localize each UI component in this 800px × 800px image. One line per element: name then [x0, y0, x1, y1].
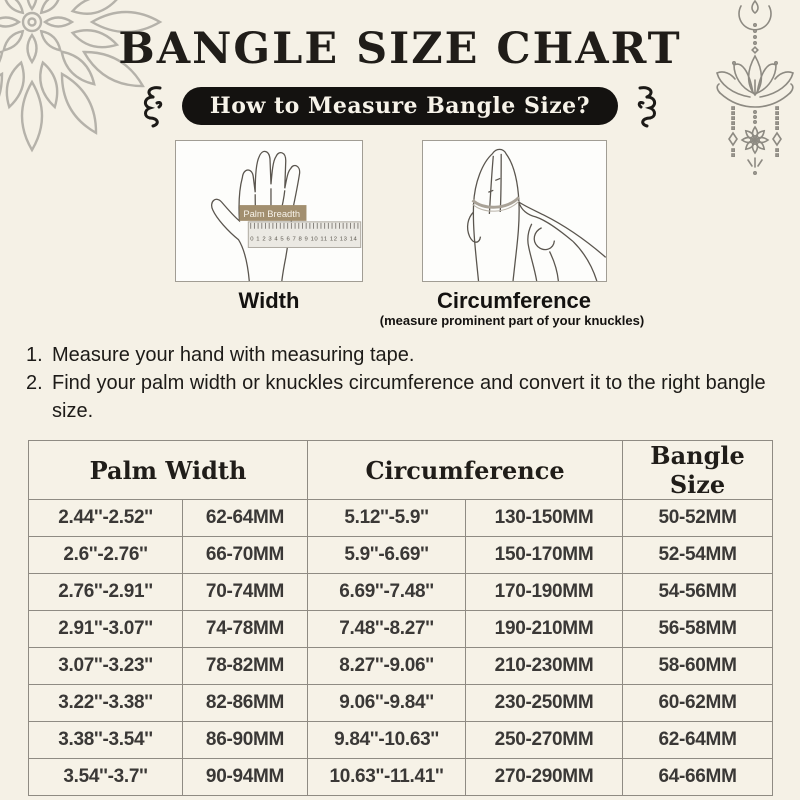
table-row	[29, 611, 773, 648]
table-row	[29, 648, 773, 685]
squiggle-right-icon	[634, 84, 664, 128]
table-row	[29, 759, 773, 796]
table-cell: 54-56MM	[623, 574, 773, 611]
table-cell: 230-250MM	[466, 685, 623, 722]
table-cell: 62-64MM	[183, 500, 308, 537]
size-table	[28, 440, 773, 796]
table-row	[29, 500, 773, 537]
table-cell: 270-290MM	[466, 759, 623, 796]
table-row	[29, 574, 773, 611]
table-cell: 52-54MM	[623, 537, 773, 574]
table-row	[29, 685, 773, 722]
circumference-note: (measure prominent part of your knuckles)	[379, 313, 645, 328]
table-cell: 190-210MM	[466, 611, 623, 648]
table-cell: 3.54''-3.7''	[29, 759, 183, 796]
instruction-item	[26, 369, 774, 425]
table-cell: 2.6''-2.76''	[29, 537, 183, 574]
ruler-numbers: 0 1 2 3 4 5 6 7 8 9 10 11 12 13 14	[250, 236, 357, 243]
table-cell: 62-64MM	[623, 722, 773, 759]
col-header-bangle-size: Bangle Size	[623, 441, 773, 500]
table-cell: 250-270MM	[466, 722, 623, 759]
table-row	[29, 722, 773, 759]
table-cell: 58-60MM	[623, 648, 773, 685]
table-cell: 3.38''-3.54''	[29, 722, 183, 759]
circumference-caption: Circumference	[436, 288, 592, 313]
col-header-circumference: Circumference	[308, 441, 623, 500]
instruction-number: 1.	[26, 344, 43, 366]
table-cell: 86-90MM	[183, 722, 308, 759]
width-caption: Width	[238, 288, 300, 313]
table-cell: 66-70MM	[183, 537, 308, 574]
table-cell: 10.63''-11.41''	[308, 759, 466, 796]
table-cell: 9.84''-10.63''	[308, 722, 466, 759]
table-cell: 170-190MM	[466, 574, 623, 611]
instruction-number: 2.	[26, 372, 43, 394]
table-cell: 56-58MM	[623, 611, 773, 648]
squiggle-left-icon	[136, 84, 166, 128]
table-cell: 64-66MM	[623, 759, 773, 796]
hand-width-icon	[176, 141, 362, 281]
measure-badge-row	[0, 84, 800, 128]
table-cell: 3.22''-3.38''	[29, 685, 183, 722]
table-cell: 2.44''-2.52''	[29, 500, 183, 537]
width-illustration-box	[175, 140, 363, 282]
table-cell: 150-170MM	[466, 537, 623, 574]
palm-breadth-tag: Palm Breadth	[243, 208, 301, 219]
table-cell: 3.07''-3.23''	[29, 648, 183, 685]
table-cell: 130-150MM	[466, 500, 623, 537]
col-header-palm-width: Palm Width	[29, 441, 308, 500]
table-row	[29, 537, 773, 574]
circumference-illustration-box	[422, 140, 607, 282]
table-cell: 70-74MM	[183, 574, 308, 611]
table-cell: 2.91''-3.07''	[29, 611, 183, 648]
table-header-row	[29, 441, 773, 500]
table-cell: 6.69''-7.48''	[308, 574, 466, 611]
table-cell: 5.9''-6.69''	[308, 537, 466, 574]
table-cell: 7.48''-8.27''	[308, 611, 466, 648]
table-cell: 210-230MM	[466, 648, 623, 685]
table-cell: 2.76''-2.91''	[29, 574, 183, 611]
table-cell: 78-82MM	[183, 648, 308, 685]
table-cell: 74-78MM	[183, 611, 308, 648]
instruction-text: Measure your hand with measuring tape.	[52, 344, 415, 366]
hand-circumference-icon	[423, 141, 606, 281]
table-cell: 8.27''-9.06''	[308, 648, 466, 685]
instruction-item	[26, 341, 774, 369]
table-cell: 82-86MM	[183, 685, 308, 722]
measure-badge: How to Measure Bangle Size?	[182, 87, 618, 125]
table-cell: 90-94MM	[183, 759, 308, 796]
table-cell: 9.06''-9.84''	[308, 685, 466, 722]
table-cell: 50-52MM	[623, 500, 773, 537]
instruction-text: Find your palm width or knuckles circumference and convert it to the right bangle size.	[52, 372, 766, 422]
table-cell: 60-62MM	[623, 685, 773, 722]
instructions-list	[26, 341, 774, 425]
page-title: BANGLE SIZE CHART	[118, 24, 682, 74]
table-cell: 5.12''-5.9''	[308, 500, 466, 537]
